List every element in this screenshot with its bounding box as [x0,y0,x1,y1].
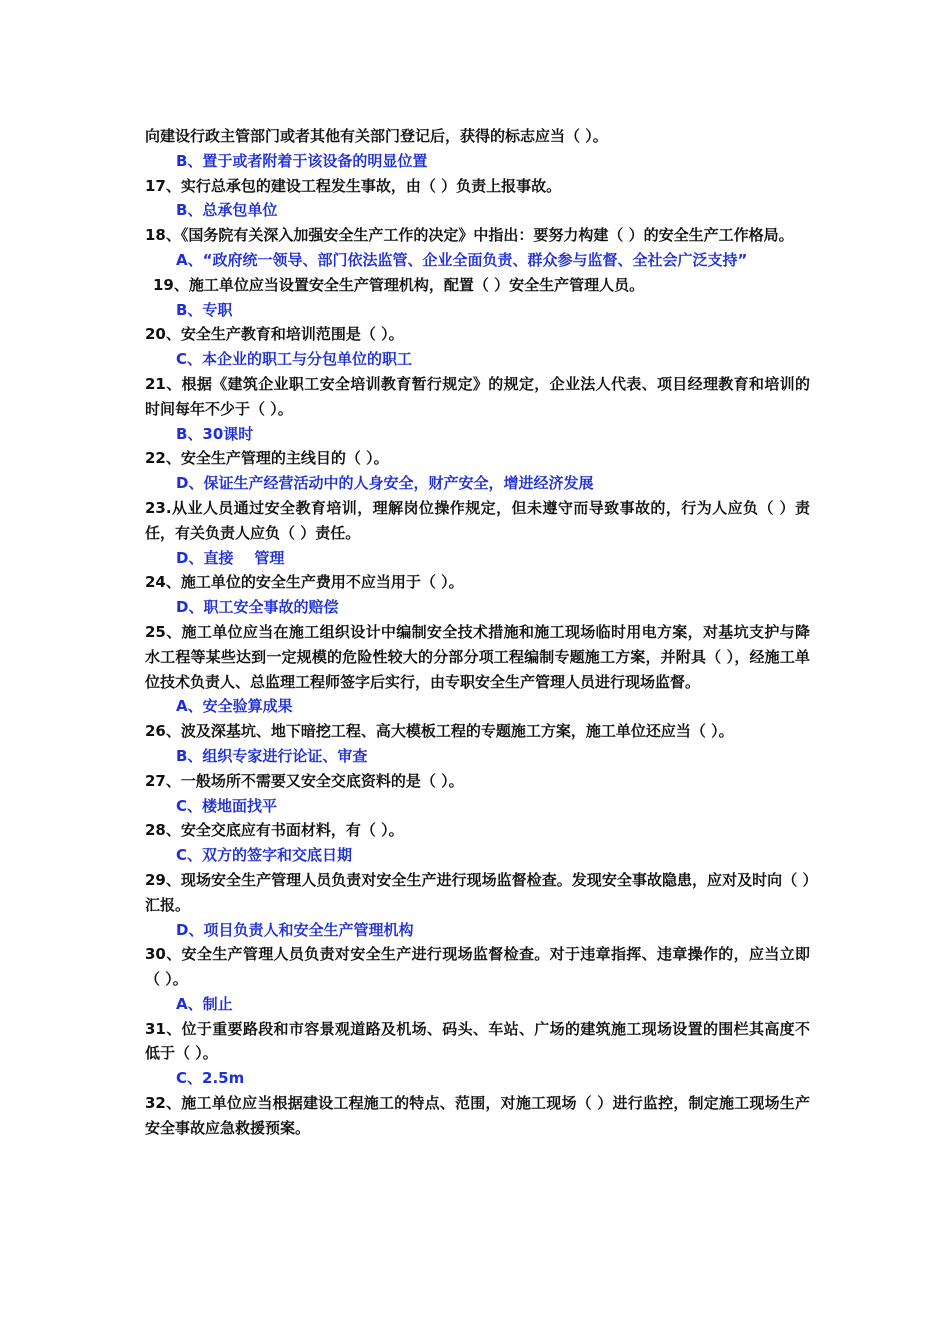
question-28: 28、安全交底应有书面材料，有（ ）。 [145,821,404,840]
answer-22: D、保证生产经营活动中的人身安全，财产安全，增进经济发展 [176,474,594,493]
answer-26: B、组织专家进行论证、审查 [176,746,368,765]
answer-17: B、总承包单位 [176,201,278,220]
question-22: 22、安全生产管理的主线目的（ ）。 [145,449,389,468]
question-23: 23.从业人员通过安全教育培训，理解岗位操作规定，但未遵守而导致事故的，行为人应负（ ）责任，有关负责人应负（ ）责任。 [145,498,810,542]
answer-19: B、专职 [176,300,233,319]
answer-23: D、直接 管理 [176,548,285,567]
question-24: 24、施工单位的安全生产费用不应当用于（ ）。 [145,573,464,592]
question-19: 19、施工单位应当设置安全生产管理机构，配置（ ）安全生产管理人员。 [153,275,645,294]
question-29: 29、现场安全生产管理人员负责对安全生产进行现场监督检查。发现安全事故隐患，应对及时向（ ）汇报。 [145,870,810,914]
question-17: 17、实行总承包的建设工程发生事故，由（ ）负责上报事故。 [145,176,562,195]
question-21: 21、根据《建筑企业职工安全培训教育暂行规定》的规定，企业法人代表、项目经理教育和培训的时间每年不少于（ ）。 [145,374,810,418]
answer-25: A、安全验算成果 [176,697,293,716]
question-32: 32、施工单位应当根据建设工程施工的特点、范围，对施工现场（ ）进行监控，制定施工现场生产安全事故应急救援预案。 [145,1094,810,1137]
answer-20: C、本企业的职工与分包单位的职工 [176,350,413,369]
answer-29: D、项目负责人和安全生产管理机构 [176,920,414,939]
answer-16: B、置于或者附着于该设备的明显位置 [176,151,428,170]
question-25: 25、施工单位应当在施工组织设计中编制安全技术措施和施工现场临时用电方案，对基坑支护与降水工程等某些达到一定规模的危险性较大的分部分项工程编制专题施工方案，并附具（ ），经施工单位技术负责人、总监理工程师签字后实行，由专职安全生产管理人员进行现场监督。 [145,622,810,691]
answer-28: C、双方的签字和交底日期 [176,846,353,865]
question-27: 27、一般场所不需要又安全交底资料的是（ ）。 [145,771,464,790]
question-26: 26、波及深基坑、地下暗挖工程、高大模板工程的专题施工方案，施工单位还应当（ ）。 [145,722,734,741]
answer-18: A、“政府统一领导、部门依法监管、企业全面负责、群众参与监督、全社会广泛支持” [176,250,748,269]
question-list [145,124,810,1141]
question-18: 18、《国务院有关深入加强安全生产工作的决定》中指出：要努力构建（ ）的安全生产工作格局。 [145,226,794,245]
answer-27: C、楼地面找平 [176,796,278,815]
question-30: 30、安全生产管理人员负责对安全生产进行现场监督检查。对于违章指挥、违章操作的，应当立即（ ）。 [145,945,810,989]
answer-30: A、制止 [176,994,233,1013]
question-31: 31、位于重要路段和市容景观道路及机场、码头、车站、广场的建筑施工现场设置的围栏其高度不低于（ ）。 [145,1019,810,1063]
answer-21: B、30课时 [176,424,254,443]
answer-31: C、2.5m [176,1069,245,1088]
question-20: 20、安全生产教育和培训范围是（ ）。 [145,325,404,344]
answer-24: D、职工安全事故的赔偿 [176,598,339,617]
question-16-tail: 向建设行政主管部门或者其他有关部门登记后，获得的标志应当（ ）。 [145,127,608,145]
